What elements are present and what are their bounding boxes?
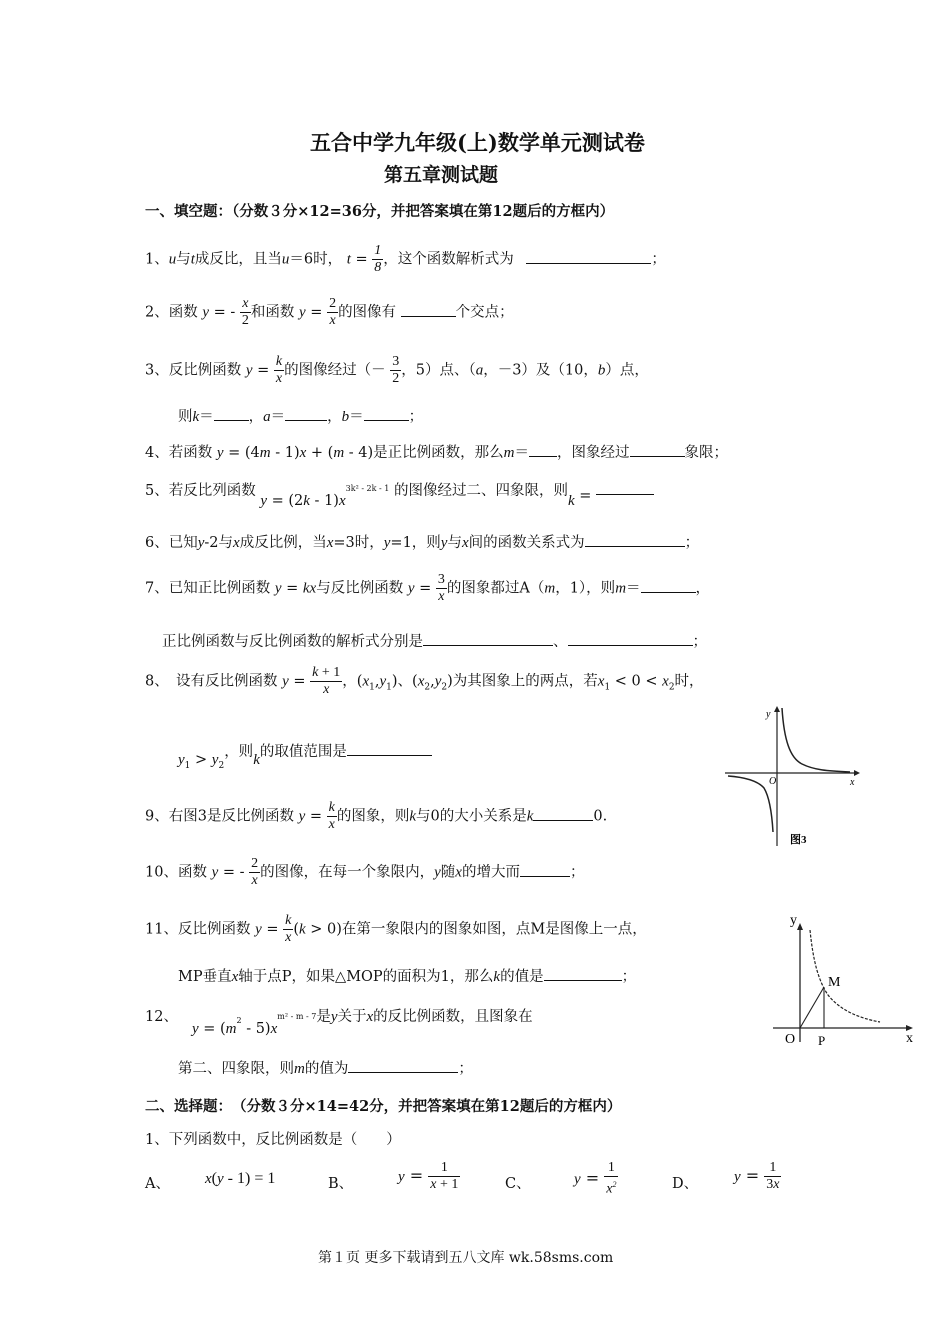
question-12-line2: 第二、四象限，则m的值为 ；	[178, 1057, 473, 1078]
x-axis-label: x	[850, 777, 855, 788]
section2-heading: 二、选择题： （分数３分×14=42分，并把答案填在第12题后的方框内）	[145, 1098, 622, 1115]
x-axis-label: x	[906, 1031, 913, 1046]
question-5: 5、若反比列函数 $y = (2k - 1)x^{3k^2 - 2k - 1}$ 的图像经过二、四象限，则k =	[145, 479, 654, 500]
point-m-label: M	[828, 975, 841, 990]
question-10: 10、函数 y = - $\frac{2}{x}$ 的图像，在每一个象限内，y随x的增大而 ；	[145, 856, 585, 888]
answer-blank[interactable]	[568, 631, 693, 646]
answer-blank[interactable]	[526, 249, 651, 264]
option-a: x(y - 1) = 1	[205, 1170, 276, 1187]
section1-heading: 一、填空题：（分数３分×12=36分，并把答案填在第12题后的方框内）	[145, 203, 615, 220]
question-6: 6、已知y-2与x成反比例，当x=3时，y=1，则y与x间的函数关系式为 ；	[145, 531, 699, 552]
question-9: 9、右图3是反比例函数 y = $\frac{k}{x}$ 的图象，则k与0的大小关系是k 0.	[145, 800, 608, 832]
question-2: 2、函数 y = - $\frac{x}{2}$ 和函数 y = $\frac{2}{x}$ 的图像有 个交点；	[145, 296, 514, 328]
option-d-label[interactable]: D、	[672, 1176, 699, 1192]
answer-blank[interactable]	[364, 406, 409, 421]
answer-blank[interactable]	[533, 806, 593, 821]
question-3: 3、反比例函数 y = $\frac{k}{x}$ 的图像经过（－ $\frac{3}{2}$ ，5）点、（a，－3）及（10，b）点，	[145, 354, 649, 386]
option-a-label[interactable]: A、	[145, 1176, 170, 1192]
origin-label: O	[785, 1032, 796, 1047]
answer-blank[interactable]	[529, 442, 557, 457]
option-c-label[interactable]: C、	[505, 1176, 531, 1192]
option-c: y = $\frac{1}{x^2}$	[574, 1160, 617, 1197]
question-8: 8、 设有反比例函数 y = $\frac{k + 1}{x}$ ，$(x_1,y_1)$、$(x_2,y_2)$为其图象上的两点，若$x_1 < 0 < x_2$时，	[145, 665, 704, 697]
answer-blank[interactable]	[214, 406, 249, 421]
fraction-1-8: $\frac{1}{8}$	[374, 243, 382, 275]
answer-blank[interactable]	[423, 631, 553, 646]
answer-blank[interactable]	[348, 1058, 458, 1073]
answer-blank[interactable]	[544, 966, 622, 981]
option-d: y = $\frac{1}{3x}$	[734, 1160, 780, 1192]
answer-blank[interactable]	[596, 480, 654, 495]
question-7: 7、已知正比例函数 y = kx与反比例函数 y = $\frac{3}{x}$ 的图象都过A（m，1），则m＝ ，	[145, 572, 711, 604]
figure-3-hyperbola	[722, 700, 862, 850]
upper-branch	[782, 708, 850, 772]
question-11-line2: MP垂直x轴于点P，如果△MOP的面积为1，那么k的值是 ；	[178, 965, 636, 986]
page-title: 五合中学九年级(上)数学单元测试卷	[310, 130, 645, 155]
question-4: 4、若函数 y = (4m - 1)x + (m - 4)是正比例函数，那么m＝ ，图象经过 象限；	[145, 441, 728, 462]
answer-blank[interactable]	[641, 578, 696, 593]
question-12: 12、$y = (m^2 - 5)x^{m^2 - m - 7}$是y关于x的反比例函数，且图象在	[145, 1009, 533, 1037]
option-b: y = $\frac{1}{x + 1}$	[398, 1160, 459, 1192]
option-b-label[interactable]: B、	[328, 1176, 354, 1192]
answer-blank[interactable]	[401, 302, 456, 317]
y-axis-label: y	[790, 913, 797, 928]
question-7-line2: 正比例函数与反比例函数的解析式分别是 、 ；	[162, 630, 707, 651]
origin-label: O	[769, 776, 777, 787]
page-footer: 第１页 更多下载请到五八文库 wk.58sms.com	[318, 1250, 614, 1266]
question-8-line2: $y_1 > y_2$，则k的取值范围是	[178, 740, 432, 763]
y-axis-label: y	[766, 709, 771, 720]
figure-mop	[768, 910, 928, 1050]
page-subtitle: 第五章测试题	[384, 164, 499, 186]
answer-blank[interactable]	[630, 442, 685, 457]
answer-blank[interactable]	[347, 741, 432, 756]
point-p-label: P	[818, 1033, 826, 1048]
question-1: 1、u与t成反比，且当u＝6时， t = $\frac{1}{8}$ ，这个函数解析式为 ；	[145, 243, 666, 275]
answer-blank[interactable]	[585, 532, 685, 547]
answer-blank[interactable]	[285, 406, 327, 421]
question-11: 11、反比例函数 y = $\frac{k}{x}$ (k > 0)在第一象限内的图象如图，点M是图像上一点，	[145, 913, 647, 945]
question-3-line2: 则k＝ ，a＝ ，b＝ ；	[178, 405, 423, 426]
answer-blank[interactable]	[520, 862, 570, 877]
mc-question-1: 1、下列函数中，反比例函数是（ ）	[145, 1132, 401, 1148]
curve	[810, 930, 880, 1022]
lower-branch	[728, 776, 773, 832]
figure-3-caption: 图3	[790, 834, 807, 846]
